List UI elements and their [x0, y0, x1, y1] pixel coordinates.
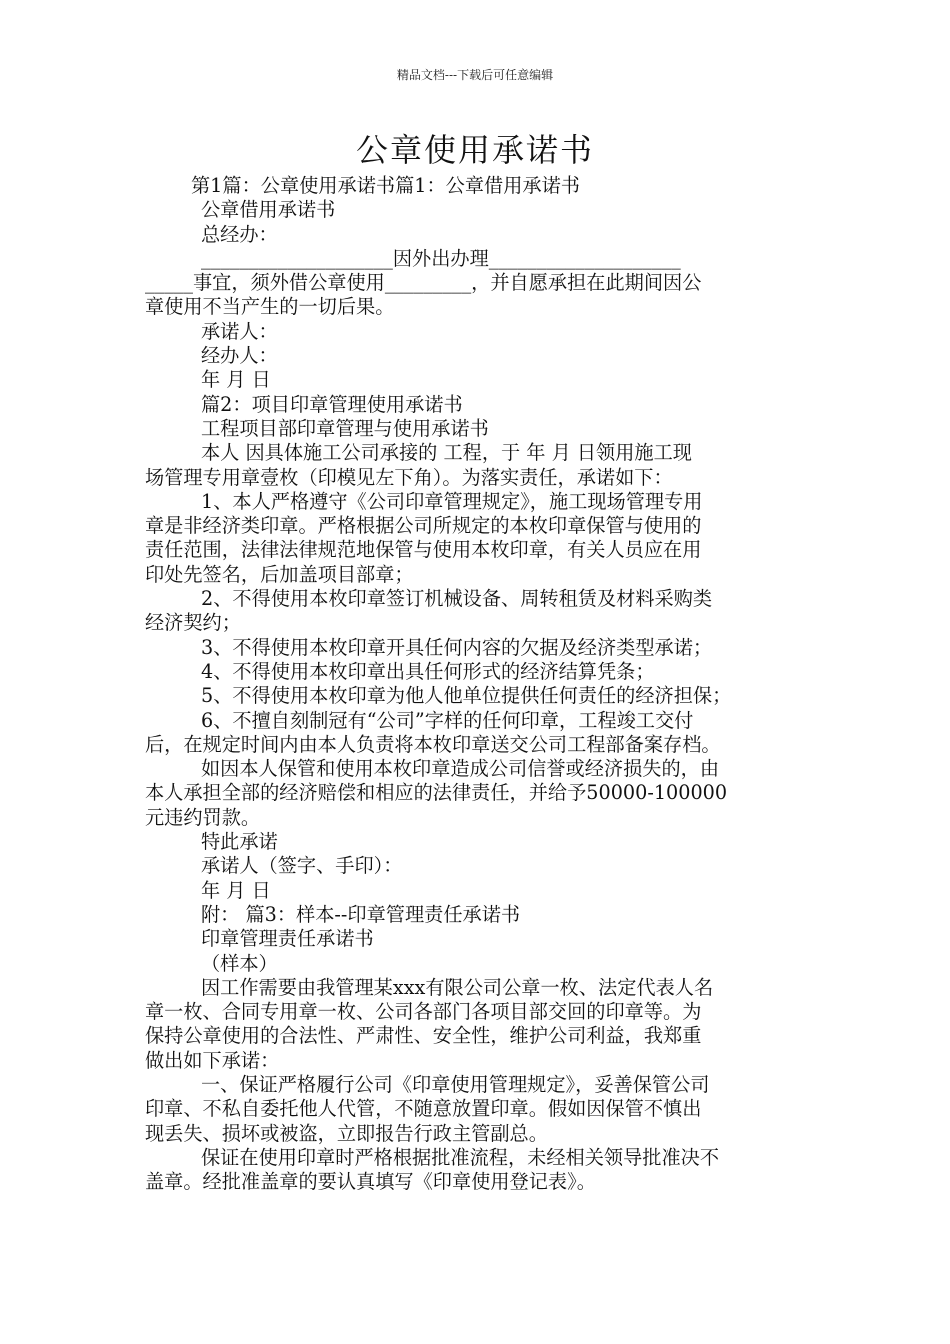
text-line: 1、本人严格遵守《公司印章管理规定》，施工现场管理专用 — [201, 489, 703, 513]
text-line: 印章管理责任承诺书 — [201, 927, 374, 951]
text-line: 本人 因具体施工公司承接的 工程，于 年 月 日领用施工现 — [201, 441, 692, 465]
text-line: 承诺人（签字、手印）： — [201, 854, 403, 878]
text-line: 责任范围，法律法律规范地保管与使用本枚印章，有关人员应在用 — [145, 538, 702, 562]
text-line: 6、不擅自刻制冠有“公司”字样的任何印章，工程竣工交付 — [201, 708, 694, 732]
text-line: _____事宜，须外借公章使用_________，并自愿承担在此期间因公 — [145, 271, 702, 295]
text-line: 元违约罚款。 — [145, 805, 261, 829]
text-line: 承诺人： — [201, 319, 278, 343]
text-line: 篇2：项目印章管理使用承诺书 — [201, 392, 463, 416]
text-line: 印处先签名，后加盖项目部章； — [145, 562, 414, 586]
text-line: 2、不得使用本枚印章签订机械设备、周转租赁及材料采购类 — [201, 587, 713, 611]
text-line: 后，在规定时间内由本人负责将本枚印章送交公司工程部备案存档。 — [145, 732, 721, 756]
text-line: ____________________因外出办理____________________ — [201, 246, 681, 270]
text-line: 章一枚、合同专用章一枚、公司各部门各项目部交回的印章等。为 — [145, 1000, 702, 1024]
text-line: 工程项目部印章管理与使用承诺书 — [201, 416, 489, 440]
text-line: 本人承担全部的经济赔偿和相应的法律责任，并给予50000-100000 — [145, 781, 728, 805]
text-line: 保证在使用印章时严格根据批准流程，未经相关领导批准决不 — [201, 1145, 720, 1169]
text-line: 一、保证严格履行公司《印章使用管理规定》，妥善保管公司 — [201, 1072, 710, 1096]
text-line: 如因本人保管和使用本枚印章造成公司信誉或经济损失的，由 — [201, 757, 720, 781]
text-line: 5、不得使用本枚印章为他人他单位提供任何责任的经济担保； — [201, 684, 732, 708]
document-body — [145, 174, 807, 1194]
text-line: 章是非经济类印章。严格根据公司所规定的本枚印章保管与使用的 — [145, 514, 702, 538]
text-line: 场管理专用章壹枚（印模见左下角）。为落实责任，承诺如下： — [145, 465, 673, 489]
text-line: 第1篇：公章使用承诺书篇1：公章借用承诺书 — [191, 174, 580, 197]
text-line: 盖章。经批准盖章的要认真填写《印章使用登记表》。 — [145, 1170, 596, 1194]
text-line: 4、不得使用本枚印章出具任何形式的经济结算凭条； — [201, 659, 655, 683]
text-line: 3、不得使用本枚印章开具任何内容的欠据及经济类型承诺； — [201, 635, 713, 659]
text-line: 经办人： — [201, 344, 278, 368]
text-line: 做出如下承诺： — [145, 1048, 280, 1072]
text-line: 总经办： — [201, 222, 278, 246]
text-line: （样本） — [201, 951, 278, 975]
text-line: 因工作需要由我管理某xxx有限公司公章一枚、法定代表人名 — [201, 975, 714, 999]
text-line: 经济契约； — [145, 611, 241, 635]
text-line: 保持公章使用的合法性、严肃性、安全性，维护公司利益，我郑重 — [145, 1024, 702, 1048]
text-line: 年 月 日 — [201, 368, 271, 392]
header-note: 精品文档---下载后可任意编辑 — [396, 68, 554, 82]
text-line: 附： 篇3：样本--印章管理责任承诺书 — [201, 902, 521, 926]
text-line: 特此承诺 — [201, 830, 278, 854]
text-line: 印章、不私自委托他人代管，不随意放置印章。假如因保管不慎出 — [145, 1097, 702, 1121]
text-line: 现丢失、损坏或被盗，立即报告行政主管副总。 — [145, 1121, 548, 1145]
text-line: 章使用不当产生的一切后果。 — [145, 295, 395, 319]
text-line: 年 月 日 — [201, 878, 271, 902]
text-line: 公章借用承诺书 — [201, 198, 336, 222]
document-title: 公章使用承诺书 — [355, 131, 594, 169]
